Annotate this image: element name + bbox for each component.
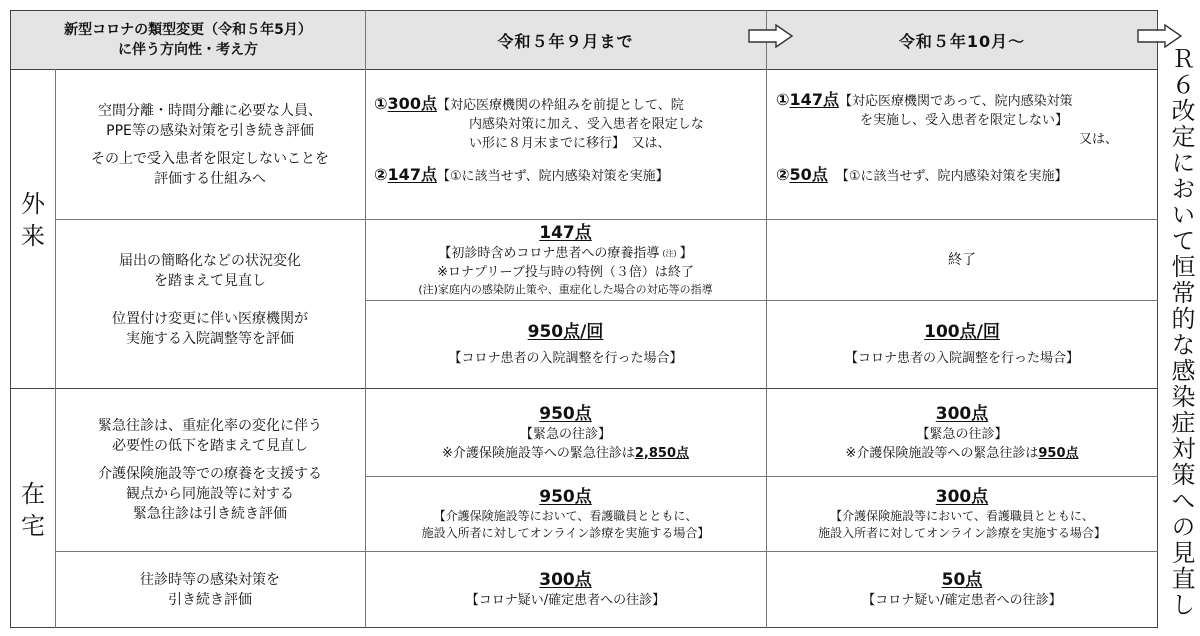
header-from-october-label: 令和５年10月～: [898, 31, 1026, 51]
row1-oct-points1: 147点: [789, 90, 839, 109]
row4-oct-desc1: 【緊急の往診】: [916, 426, 1008, 442]
row2-sep-desc1: 【初診時含めコロナ患者への療養指導: [438, 246, 660, 261]
row1-oct-desc1b: を実施し、受入患者を限定しない】: [860, 113, 1069, 128]
row4-policy-line1: 緊急往診は、重症化率の変化に伴う: [98, 418, 322, 434]
row1-policy-line1: 空間分離・時間分離に必要な人員、: [98, 103, 322, 119]
row2-sep-points: 147点: [539, 223, 592, 243]
row3-sep-desc: 【コロナ患者の入院調整を行った場合】: [448, 351, 683, 366]
row3-oct-desc: 【コロナ患者の入院調整を行った場合】: [844, 351, 1079, 366]
row3-sep-points: 950点/回: [527, 322, 604, 342]
row3-october-cell: [767, 301, 1157, 388]
row1-sep-desc1a: 【対応医療機関の枠組みを前提として、院: [436, 98, 684, 113]
header-policy-line1: 新型コロナの類型変更（令和５年5月）: [64, 22, 312, 38]
row1-sep-desc1c: い形に８月末までに移行】 又は、: [469, 136, 671, 151]
row5-sep-points: 950点: [539, 487, 592, 507]
row4-sep-points: 950点: [539, 403, 592, 424]
row1-sep-desc2: 【①に該当せず、院内感染対策を実施】: [436, 169, 669, 184]
row4-september-cell: [366, 389, 765, 476]
row1-oct-desc1a: 【対応医療機関であって、院内感染対策: [838, 94, 1073, 109]
row1-september-cell: [374, 94, 764, 186]
row1-oct-desc2: 【①に該当せず、院内感染対策を実施】: [835, 169, 1068, 184]
row2-policy: [56, 240, 364, 360]
row6-oct-desc: 【コロナ疑い/確定患者への往診】: [862, 593, 1062, 608]
row5-september-cell: [366, 477, 765, 551]
row1-oct-mark2: ②: [776, 165, 790, 184]
row2-sep-note-mark: (注): [662, 249, 677, 258]
row5-oct-desc2: 施設入所者に対してオンライン診療を実施する場合】: [818, 526, 1106, 540]
row2-october-cell: [767, 220, 1157, 300]
row4-policy-line3: 介護保険施設等での療養を支援する: [98, 466, 322, 482]
row4-sep-desc2: ※介護保険施設等への緊急往診は: [441, 445, 635, 461]
row5-oct-desc1: 【介護保険施設等において、看護職員とともに、: [830, 509, 1094, 523]
row6-september-cell: [366, 552, 765, 627]
row2-policy-line3: 位置付け変更に伴い医療機関が: [112, 311, 308, 327]
row2-policy-line4: 実施する入院調整等を評価: [126, 331, 294, 347]
row4-october-cell: [767, 389, 1157, 476]
row5-oct-points: 300点: [935, 487, 989, 507]
row4-oct-desc2-points: 950点: [1038, 445, 1079, 461]
row1-policy: [56, 90, 364, 200]
row1-oct-points2: 50点: [789, 165, 828, 184]
row6-sep-desc: 【コロナ疑い/確定患者への往診】: [465, 593, 666, 608]
row4-oct-points: 300点: [935, 403, 989, 424]
row6-sep-points: 300点: [539, 570, 592, 590]
row4-sep-desc2-points: 2,850点: [634, 445, 690, 461]
row2-oct-text: 終了: [948, 252, 976, 268]
header-policy-line2: に伴う方向性・考え方: [118, 42, 258, 58]
row4-policy-line5: 緊急往診は引き続き評価: [133, 506, 287, 522]
row6-october-cell: [767, 552, 1157, 627]
row6-oct-points: 50点: [941, 570, 983, 590]
header-policy-cell: [12, 12, 364, 68]
row1-policy-line4: 評価する仕組みへ: [154, 171, 266, 187]
row4-sep-desc1: 【緊急の往診】: [519, 426, 611, 442]
row4-oct-desc2: ※介護保険施設等への緊急往診は: [845, 445, 1039, 461]
row2-sep-desc1-end: 】: [679, 246, 693, 261]
header-until-september: [366, 12, 765, 68]
header-divider: [10, 69, 1158, 70]
row6-policy-line2: 引き続き評価: [168, 591, 252, 608]
row4-policy: [56, 400, 364, 540]
row1-oct-mark1: ①: [776, 90, 790, 109]
row2-policy-line2: を踏まえて見直し: [154, 273, 266, 289]
row1-oct-desc1c: 又は、: [1078, 132, 1118, 147]
row1-sep-points1: 300点: [387, 94, 437, 113]
row1-sep-mark1: ①: [374, 94, 388, 113]
row6-policy: [56, 552, 364, 627]
row2-sep-desc3: (注)家庭内の感染防止策や、重症化した場合の対応等の指導: [418, 283, 713, 296]
row1-october-cell: [776, 90, 1154, 186]
header-from-october: [767, 12, 1157, 68]
row1-sep-points2: 147点: [387, 165, 437, 184]
category-home-care: 在 宅: [21, 480, 45, 540]
row2-september-cell: [366, 220, 765, 300]
row1-sep-mark2: ②: [374, 165, 388, 184]
right-arrow-icon-2: [1137, 24, 1183, 48]
row1-sep-desc1b: 内感染対策に加え、受入患者を限定しな: [469, 117, 704, 132]
category-outpatient: 外 来: [21, 190, 45, 250]
row6-policy-line1: 往診時等の感染対策を: [140, 571, 280, 588]
row3-september-cell: [366, 301, 765, 388]
row3-oct-points: 100点/回: [924, 322, 1000, 342]
row2-sep-desc2: ※ロナプリーブ投与時の特例（３倍）は終了: [437, 265, 694, 280]
header-until-september-label: 令和５年９月まで: [497, 31, 634, 51]
row1-policy-line2: PPE等の感染対策を引き続き評価: [106, 123, 314, 139]
row5-october-cell: [767, 477, 1157, 551]
row4-policy-line4: 観点から同施設等に対する: [126, 486, 294, 502]
row1-policy-line3: その上で受入患者を限定しないことを: [91, 151, 329, 167]
row5-sep-desc1: 【介護保険施設等において、看護職員とともに、: [433, 509, 698, 523]
row5-sep-desc2: 施設入所者に対してオンライン診療を実施する場合】: [421, 526, 710, 540]
right-arrow-icon: [748, 24, 794, 48]
row2-policy-line1: 届出の簡略化などの状況変化: [119, 253, 301, 269]
row4-policy-line2: 必要性の低下を踏まえて見直し: [112, 438, 308, 454]
side-note: Ｒ６改定において恒常的な感染症対策への見直し: [1167, 46, 1195, 618]
